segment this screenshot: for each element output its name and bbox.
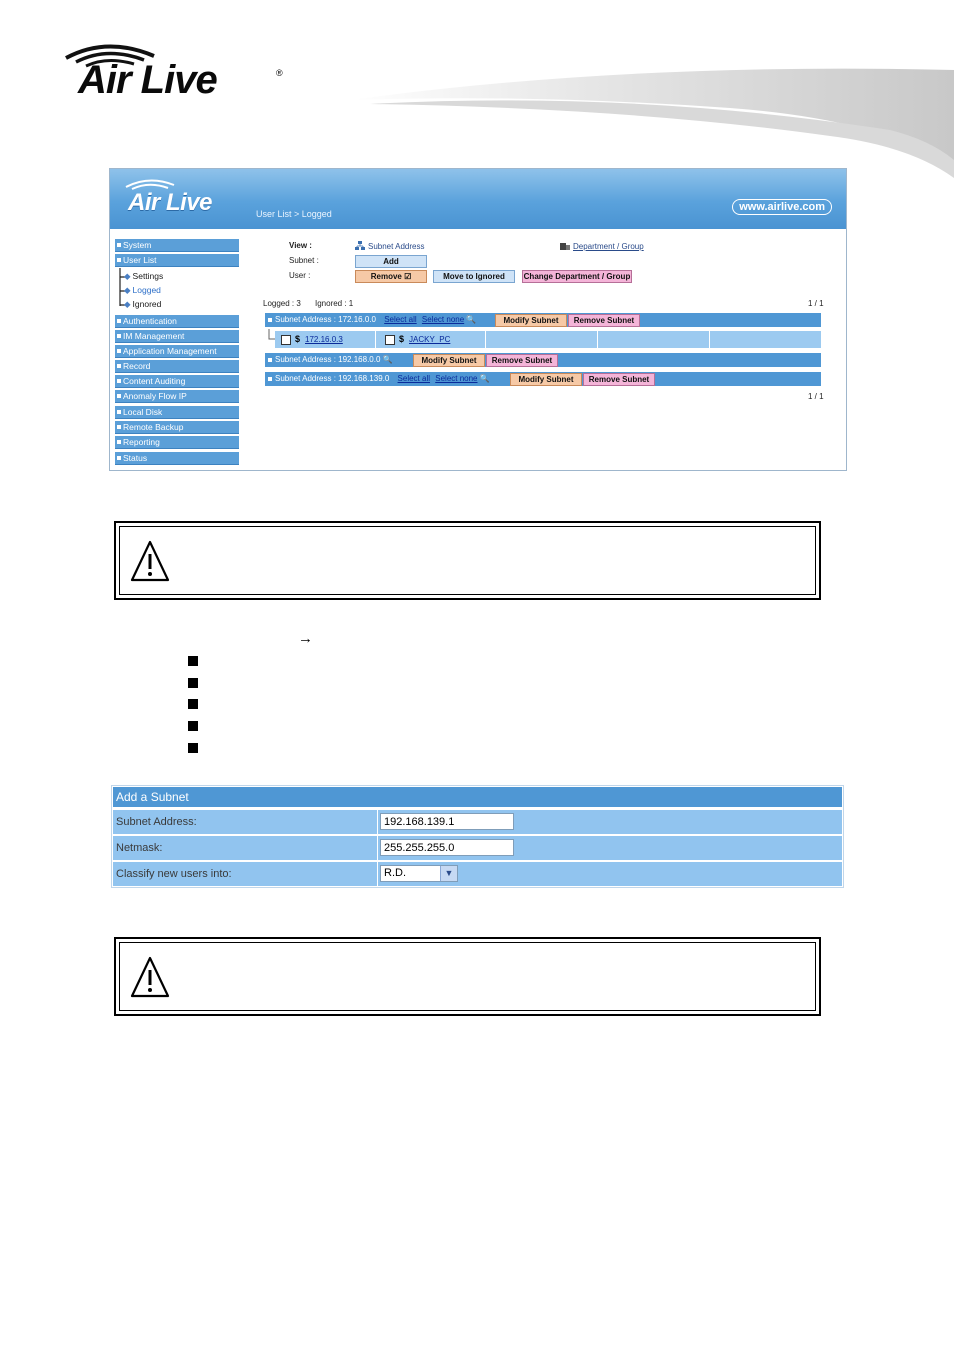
page-indicator-bottom: 1 / 1 bbox=[808, 392, 824, 401]
subnet-bar-192-168-0[interactable]: Subnet Address : 192.168.0.0 🔍 bbox=[265, 353, 821, 367]
add-subnet-form bbox=[111, 785, 844, 888]
warning-box bbox=[114, 937, 821, 1016]
menu-item-reporting[interactable]: Reporting bbox=[115, 436, 239, 449]
menu-item-user-list[interactable]: User List bbox=[115, 254, 239, 267]
form-row-classify bbox=[113, 862, 842, 886]
search-icon[interactable]: 🔍 bbox=[382, 355, 393, 364]
diamond-icon: ◆ bbox=[124, 271, 131, 281]
view-label: View : bbox=[289, 241, 312, 250]
submenu-settings[interactable]: ◆ Settings bbox=[124, 271, 164, 281]
bullet-icon bbox=[188, 678, 198, 688]
checkbox-checked-icon: ☑ bbox=[404, 272, 412, 281]
banner-logo: Air Live bbox=[128, 189, 213, 216]
user-checkbox[interactable] bbox=[385, 335, 395, 345]
remove-subnet-button[interactable]: Remove Subnet bbox=[568, 314, 640, 327]
select-none-link[interactable]: Select none bbox=[421, 315, 465, 324]
menu-item-record[interactable]: Record bbox=[115, 360, 239, 373]
remove-subnet-button[interactable]: Remove Subnet bbox=[583, 373, 655, 386]
form-row-netmask bbox=[113, 836, 842, 860]
chevron-down-icon[interactable]: ▼ bbox=[440, 866, 457, 881]
warning-icon bbox=[130, 540, 170, 584]
diamond-icon: ◆ bbox=[124, 285, 131, 295]
arrow-right-icon: → bbox=[298, 630, 313, 647]
department-icon bbox=[560, 241, 570, 251]
subnet-label: Subnet : bbox=[289, 256, 319, 265]
menu-item-remote-backup[interactable]: Remote Backup bbox=[115, 421, 239, 434]
subnet-address-label: Subnet Address: bbox=[116, 816, 197, 828]
menu-item-local-disk[interactable]: Local Disk bbox=[115, 406, 239, 419]
netmask-label: Netmask: bbox=[116, 842, 163, 854]
subnet-bar-172-16[interactable]: Subnet Address : 172.16.0.0 Select all Select none 🔍 bbox=[265, 313, 821, 327]
breadcrumb: User List > Logged bbox=[256, 209, 332, 219]
submenu-logged[interactable]: ◆ Logged bbox=[124, 285, 161, 295]
menu-item-application-management[interactable]: Application Management bbox=[115, 345, 239, 358]
bullet-icon bbox=[188, 656, 198, 666]
user-list-screenshot bbox=[109, 168, 847, 471]
move-to-ignored-button[interactable]: Move to Ignored bbox=[433, 270, 515, 283]
subnet-address-input[interactable]: 192.168.139.1 bbox=[380, 813, 514, 830]
menu-item-status[interactable]: Status bbox=[115, 452, 239, 465]
header-swoosh bbox=[330, 60, 954, 180]
bullet-icon bbox=[188, 721, 198, 731]
logged-count: Logged : 3 bbox=[263, 299, 301, 308]
view-department-group-link[interactable]: Department / Group bbox=[573, 242, 644, 251]
user-row bbox=[275, 331, 821, 348]
menu-item-content-auditing[interactable]: Content Auditing bbox=[115, 375, 239, 388]
select-all-link[interactable]: Select all bbox=[397, 374, 431, 383]
add-subnet-button[interactable]: Add bbox=[355, 255, 427, 268]
page-logo-text: Air Live bbox=[78, 58, 217, 102]
submenu-ignored[interactable]: ◆ Ignored bbox=[124, 299, 162, 309]
user-label: User : bbox=[289, 271, 311, 280]
bullet-icon bbox=[188, 699, 198, 709]
user-checkbox[interactable] bbox=[281, 335, 291, 345]
remove-user-button[interactable]: Remove ☑ bbox=[355, 270, 427, 283]
app-banner bbox=[110, 169, 846, 229]
user-link[interactable]: JACKY_PC bbox=[409, 335, 451, 344]
menu-item-authentication[interactable]: Authentication bbox=[115, 315, 239, 328]
modify-subnet-button[interactable]: Modify Subnet bbox=[510, 373, 582, 386]
search-icon[interactable]: 🔍 bbox=[466, 315, 477, 324]
user-icon: $ bbox=[295, 334, 301, 344]
classify-select[interactable]: R.D. ▼ bbox=[380, 865, 458, 882]
select-none-link[interactable]: Select none bbox=[435, 374, 478, 383]
form-row-subnet-address bbox=[113, 810, 842, 834]
select-all-link[interactable]: Select all bbox=[384, 315, 417, 324]
page-indicator-top: 1 / 1 bbox=[808, 299, 824, 308]
registered-mark: ® bbox=[276, 68, 283, 78]
change-department-button[interactable]: Change Department / Group bbox=[523, 272, 631, 281]
netmask-input[interactable]: 255.255.255.0 bbox=[380, 839, 514, 856]
menu-item-anomaly-flow-ip[interactable]: Anomaly Flow IP bbox=[115, 390, 239, 403]
form-title: Add a Subnet bbox=[113, 787, 842, 807]
diamond-icon: ◆ bbox=[124, 299, 131, 309]
network-icon bbox=[355, 241, 365, 251]
view-subnet-address[interactable]: Subnet Address bbox=[368, 242, 425, 251]
warning-box bbox=[114, 521, 821, 600]
modify-subnet-button[interactable]: Modify Subnet bbox=[413, 354, 485, 367]
menu-item-im-management[interactable]: IM Management bbox=[115, 330, 239, 343]
search-icon[interactable]: 🔍 bbox=[479, 374, 490, 383]
classify-label: Classify new users into: bbox=[116, 868, 232, 880]
menu-item-system[interactable]: System bbox=[115, 239, 239, 252]
modify-subnet-button[interactable]: Modify Subnet bbox=[495, 314, 567, 327]
warning-icon bbox=[130, 956, 170, 1000]
user-icon: $ bbox=[399, 334, 405, 344]
remove-subnet-button[interactable]: Remove Subnet bbox=[486, 354, 558, 367]
subnet-bar-192-168-139[interactable]: Subnet Address : 192.168.139.0 Select all Select none 🔍 bbox=[265, 372, 821, 386]
ignored-count: Ignored : 1 bbox=[315, 299, 354, 308]
user-link[interactable]: 172.16.0.3 bbox=[305, 335, 343, 344]
website-link[interactable]: www.airlive.com bbox=[732, 199, 832, 215]
bullet-icon bbox=[188, 743, 198, 753]
